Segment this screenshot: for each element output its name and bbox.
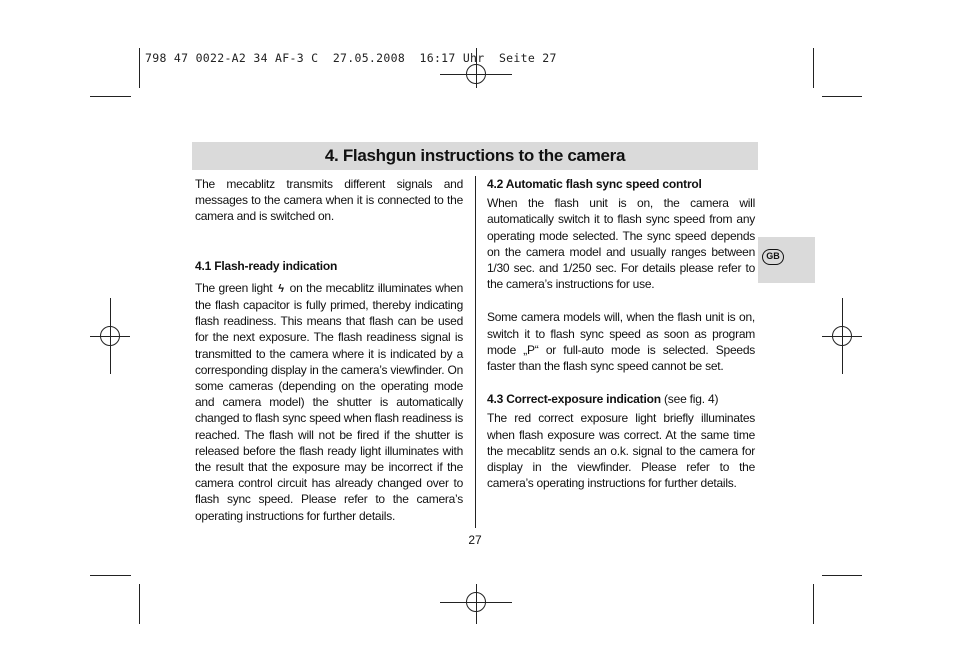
section-4-3-heading [487, 391, 755, 407]
section-4-2-heading: 4.2 Automatic flash sync speed control [487, 177, 702, 191]
crop-mark [90, 96, 131, 97]
section-4-1-heading: 4.1 Flash-ready indication [195, 258, 338, 273]
crop-mark [139, 48, 140, 88]
crop-mark [822, 575, 862, 576]
print-slug-line: 798 47 0022-A2 34 AF-3 C 27.05.2008 16:17 Uhr Seite 27 [145, 51, 557, 65]
section-4-1-paragraph [195, 280, 463, 524]
section-4-2-paragraph-1: When the flash unit is on, the camera will automatically switch it to flash sync speed from any operating mode selected. The sync speed depends on the camera model and usually ranges between 1/30 sec. and 1/250 sec. For details please refer to the camera’s instructions for use. [487, 196, 755, 292]
right-column [487, 176, 755, 491]
flash-bolt-icon: ϟ [278, 282, 284, 295]
left-column [195, 176, 463, 524]
crop-mark [90, 575, 131, 576]
crop-mark [813, 584, 814, 624]
column-divider [475, 176, 476, 528]
crop-mark [822, 96, 862, 97]
crop-mark [139, 584, 140, 624]
language-badge: GB [762, 249, 784, 265]
section-4-3-paragraph: The red correct exposure light briefly illuminates when flash exposure was correct. At the same time the mecablitz sends an o.k. signal to the camera for display in the viewfinder. Please refer to the camera’s operating instructions for further details. [487, 411, 755, 491]
crop-mark [813, 48, 814, 88]
section-4-1-text-start: The green light [195, 280, 277, 295]
section-4-2-paragraph-2: Some camera models will, when the flash unit is on, switch it to flash sync speed as soon as program mode „P“ or full-auto mode is selected. Speeds faster than the flash sync speed cannot be set. [487, 310, 755, 374]
intro-paragraph: The mecablitz transmits different signals and messages to the camera when it is connected to the camera and is switched on. [195, 177, 463, 224]
section-4-3-figure-reference: (see fig. 4) [660, 392, 719, 407]
language-tab [758, 237, 815, 283]
section-4-1-text-rest: on the mecablitz illuminates when the flash capacitor is fully primed, thereby indicating flash readiness. This means that flash can be used for the next exposure. The flash readiness signal is transmitted to the camera where it is indicated by a corresponding display in the camera’s viewfinder. On some cameras (depending on the operating mode and camera model) the shutter is automatically changed to flash sync speed when flash readiness is reached. The flash will not be fired if the shutter is released before the flash ready light illuminates with the result that the exposure may be incorrect if the camera control circuit has already changed over to flash sync speed. Please refer to the camera’s operating instructions for further details. [195, 280, 463, 523]
page-number: 27 [468, 533, 482, 547]
section-4-3-heading-text: 4.3 Correct-exposure indication [487, 392, 661, 407]
title-bar [192, 142, 758, 170]
page-title: 4. Flashgun instructions to the camera [324, 146, 626, 165]
